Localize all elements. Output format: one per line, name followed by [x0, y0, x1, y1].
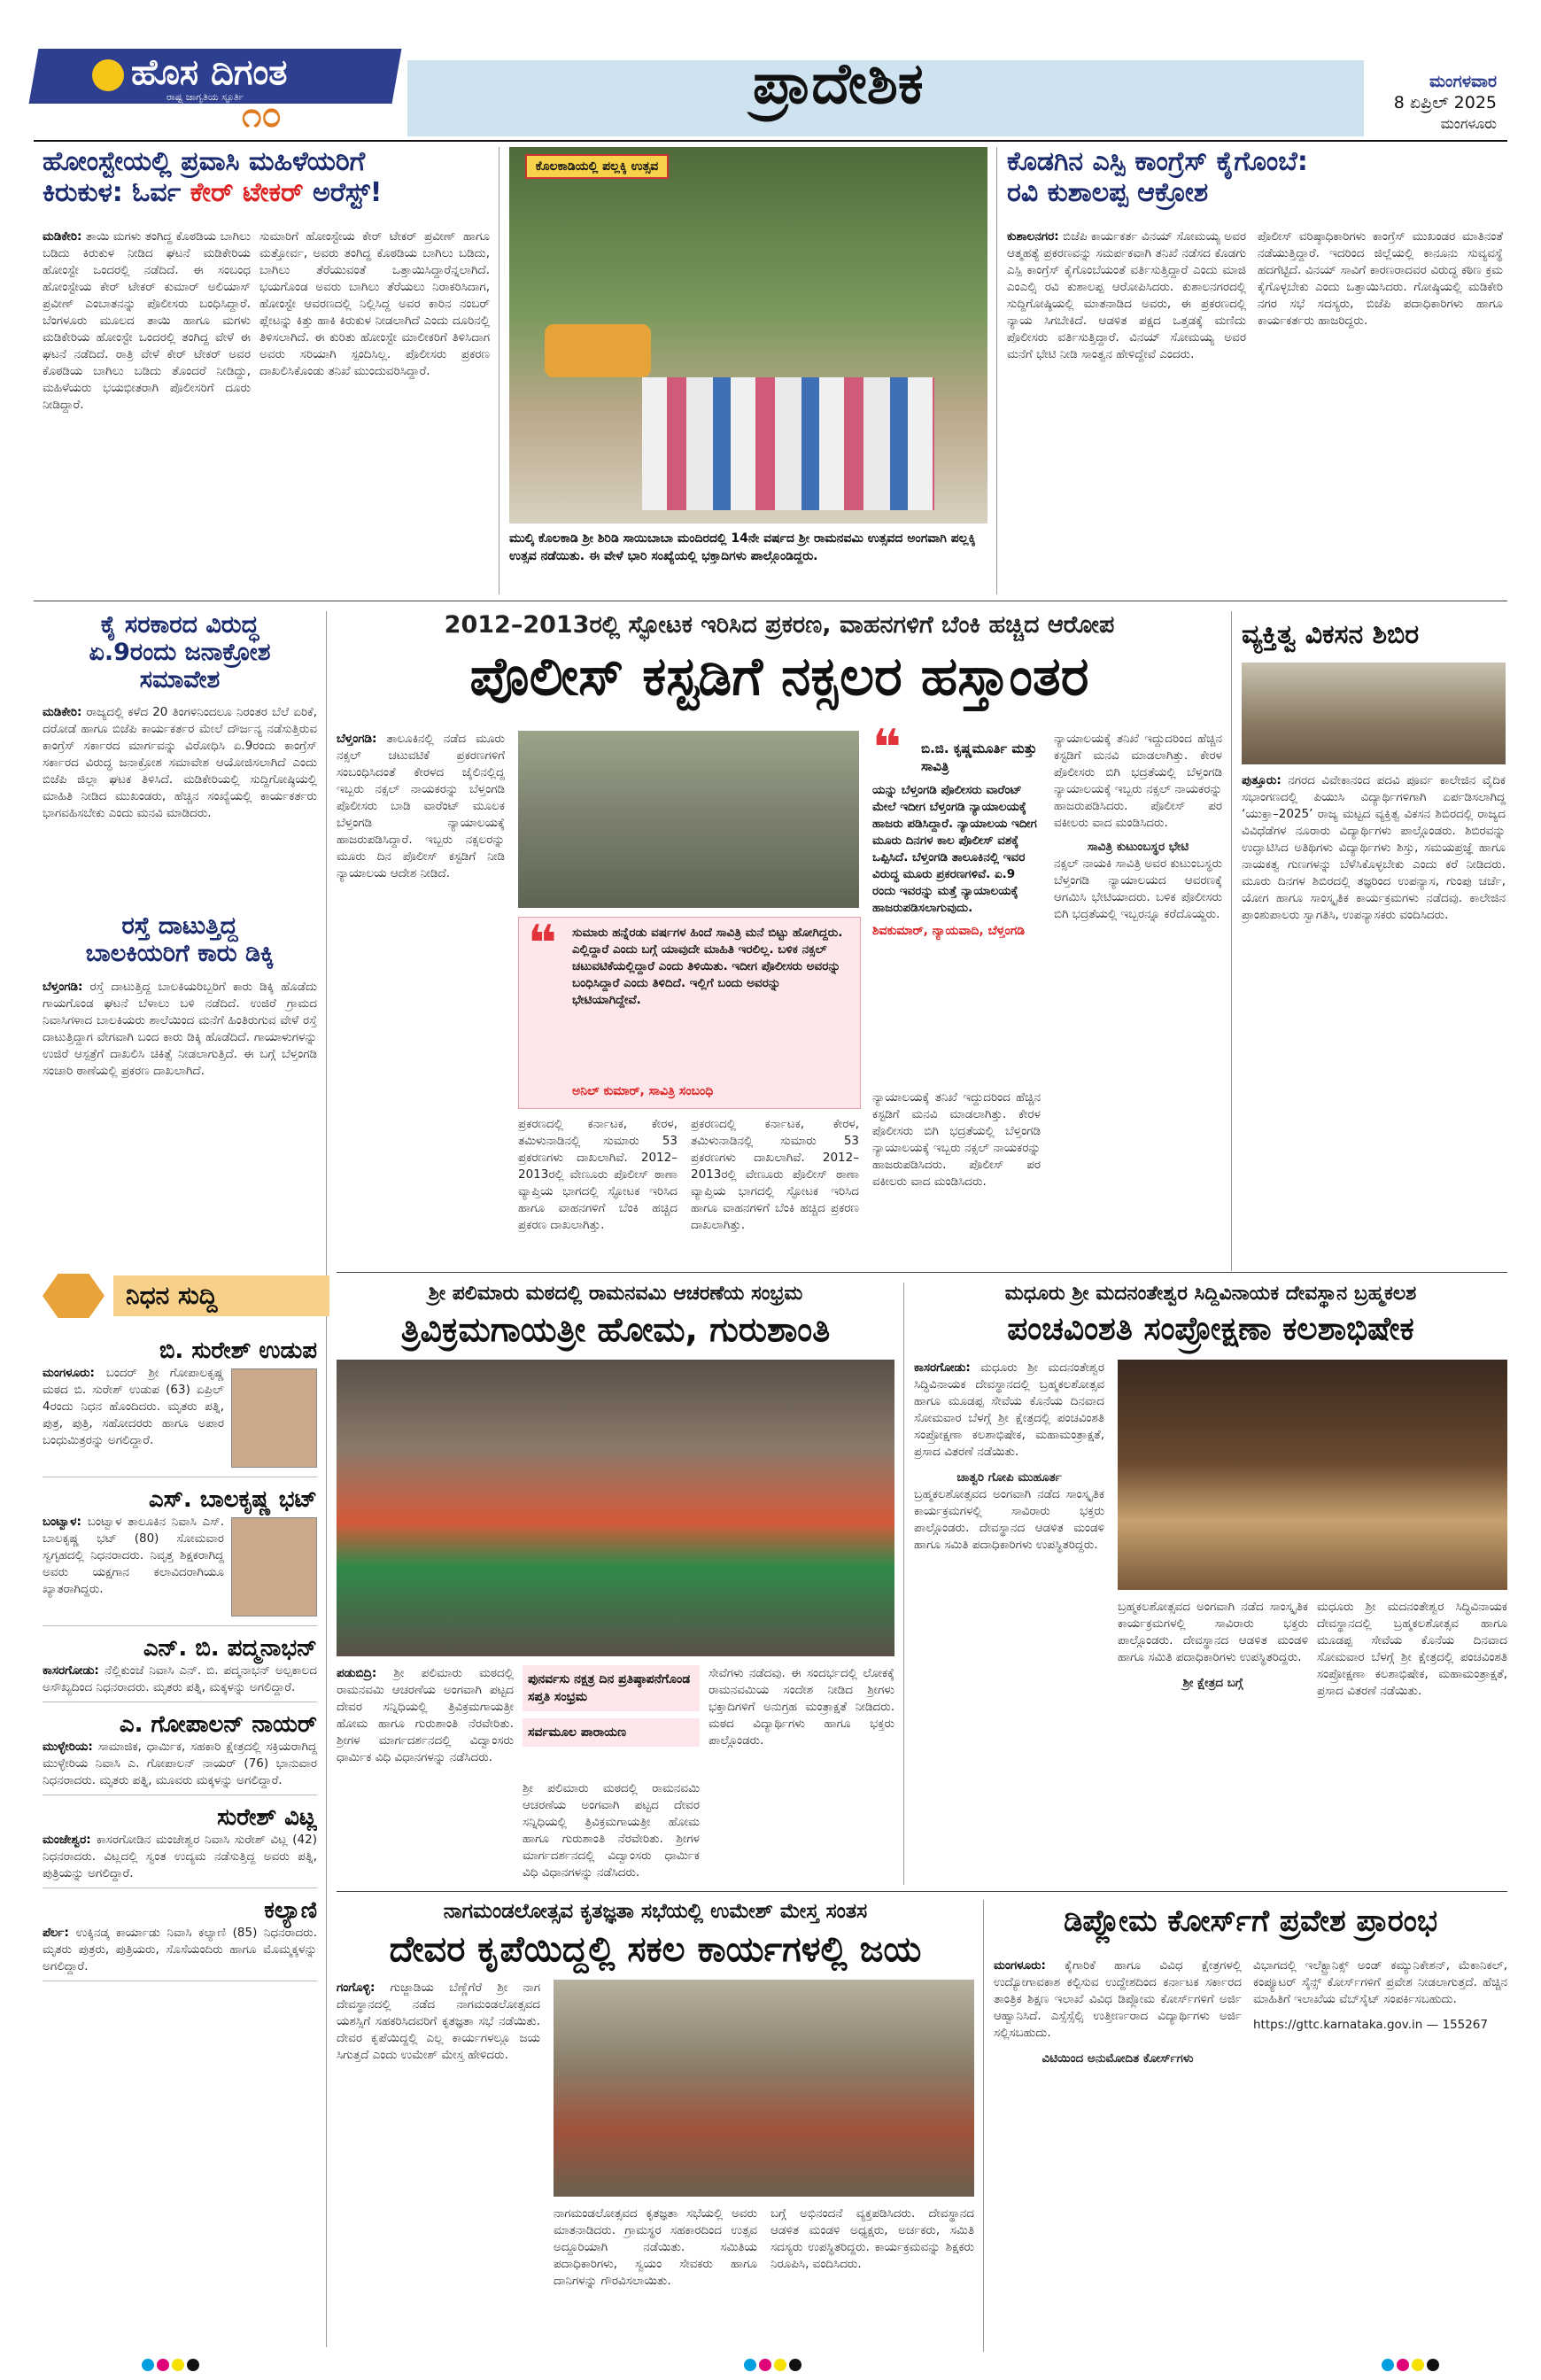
- story5-col1-text: ಗುಜ್ಜಾಡಿಯ ಬೆಣ್ಣೆಗೆರೆ ಶ್ರೀ ನಾಗ ದೇವಸ್ಥಾನದಲ್ಲಿ ನಡೆದ ನಾಗಮಂಡಲೋತ್ಸವದ ಯಶಸ್ಸಿಗೆ ಸಹಕರಿಸಿದವರಿಗೆ ಕೃತಜ್ಞತಾ ಸಭೆ ನಡೆಯಿತು. ದೇವರ ಕೃಪೆಯಿದ್ದಲ್ಲಿ ಎಲ್ಲ ಕಾರ್ಯಗಳಲ್ಲೂ ಜಯ ಸಿಗುತ್ತದೆ ಎಂದು ಉಮೇಶ್ ಮೇಸ್ತ ಹೇಳಿದರು.: [337, 1981, 540, 2062]
- story4-col2-text: ಬ್ರಹ್ಮಕಲಶೋತ್ಸವದ ಅಂಗವಾಗಿ ನಡೆದ ಸಾಂಸ್ಕೃತಿಕ ಕಾರ್ಯಕ್ರಮಗಳಲ್ಲಿ ಸಾವಿರಾರು ಭಕ್ತರು ಪಾಲ್ಗೊಂಡರು. ದೇವಸ್ಥಾನದ ಆಡಳಿತ ಮಂಡಳಿ ಹಾಗೂ ಸಮಿತಿ ಪದಾಧಿಕಾರಿಗಳು ಉಪಸ್ಥಿತರಿದ್ದರು.: [1118, 1600, 1308, 1664]
- camp-headline: ವ್ಯಕ್ತಿತ್ವ ವಿಕಸನ ಶಿಬಿರ: [1242, 619, 1420, 650]
- cyan-dot-icon: [142, 2359, 154, 2371]
- registration-marks-left: [142, 2358, 202, 2375]
- lead-col4: [1054, 731, 1222, 1262]
- story1-headline-line1: ಹೋಂಸ್ಟೇಯಲ್ಲಿ ಪ್ರವಾಸಿ ಮಹಿಳೆಯರಿಗೆ: [43, 146, 366, 177]
- story1-headline-line2: [43, 178, 485, 209]
- story5-col3: [770, 2206, 974, 2352]
- story3-col1: [337, 1665, 514, 1882]
- obituary-name: ಎನ್. ಬಿ. ಪದ್ಮನಾಭನ್: [143, 1635, 317, 1662]
- story5-dateline: ಗಂಗೊಳ್ಳಿ:: [337, 1981, 376, 1995]
- obituary-entry: [43, 1897, 317, 1981]
- story3-col1-text: ಶ್ರೀ ಪಲಿಮಾರು ಮಠದಲ್ಲಿ ರಾಮನವಮಿ ಆಚರಣೆಯ ಅಂಗವಾಗಿ ಪಟ್ಟದ ದೇವರ ಸನ್ನಿಧಿಯಲ್ಲಿ ತ್ರಿವಿಕ್ರಮಗಾಯತ್ರೀ ಹೋಮ ಹಾಗೂ ಗುರುಶಾಂತಿ ನೆರವೇರಿತು. ಶ್ರೀಗಳ ಮಾರ್ಗದರ್ಶನದಲ್ಲಿ ವಿದ್ವಾಂಸರು ಧಾರ್ಮಿಕ ವಿಧಿ ವಿಧಾನಗಳನ್ನು ನಡೆಸಿದರು.: [337, 1666, 514, 1764]
- black-dot-icon: [789, 2359, 801, 2371]
- palanquin-shape: [545, 324, 651, 377]
- logo-tagline: ರಾಷ್ಟ್ರ ಜಾಗೃತಿಯ ಸ್ಫೂರ್ತಿ: [166, 91, 244, 103]
- magenta-dot-icon: [759, 2359, 771, 2371]
- lead-quote2: [872, 719, 1041, 1067]
- obituary-name: ಕಲ್ಯಾಣಿ: [264, 1897, 317, 1924]
- edition-name: ಮಂಗಳೂರು: [1440, 115, 1497, 132]
- obituary-dateline: ಕಾಸರಗೋಡು:: [43, 1663, 105, 1678]
- brief2-text: ರಸ್ತೆ ದಾಟುತ್ತಿದ್ದ ಬಾಲಕಿಯರಿಬ್ಬರಿಗೆ ಕಾರು ಡಿಕ್ಕಿ ಹೊಡೆದು ಗಾಯಗೊಂಡ ಘಟನೆ ಬೆಳಾಲು ಬಳಿ ನಡೆದಿದೆ. ಉಜಿರೆ ಗ್ರಾಮದ ನಿವಾಸಿಗಳಾದ ಬಾಲಕಿಯರು ಶಾಲೆಯಿಂದ ಮನೆಗೆ ಹಿಂತಿರುಗುವ ವೇಳೆ ರಸ್ತೆ ದಾಟುತ್ತಿದ್ದಾಗ ವೇಗವಾಗಿ ಬಂದ ಕಾರು ಡಿಕ್ಕಿ ಹೊಡೆದಿದೆ. ಗಾಯಾಳುಗಳನ್ನು ಉಜಿರೆ ಆಸ್ಪತ್ರೆಗೆ ದಾಖಲಿಸಿ ಚಿಕಿತ್ಸೆ ನೀಡಲಾಗುತ್ತಿದೆ. ಈ ಬಗ್ಗೆ ಬೆಳ್ತಂಗಡಿ ಸಂಚಾರಿ ಠಾಣೆಯಲ್ಲಿ ಪ್ರಕರಣ ದಾಖಲಾಗಿದೆ.: [43, 980, 317, 1078]
- obituary-text: ಉಕ್ಕಿನಡ್ಕ ಕಾರ್ಯಾಡು ನಿವಾಸಿ ಕಲ್ಯಾಣಿ (85) ನಿಧನರಾದರು. ಮೃತರು ಪುತ್ರರು, ಪುತ್ರಿಯರು, ಸೊಸೆಯಂದಿರು ಹಾಗೂ ಮೊಮ್ಮಕ್ಕಳನ್ನು ಅಗಲಿದ್ದಾರೆ.: [43, 1926, 317, 1973]
- lead-col1-text: ತಾಲೂಕಿನಲ್ಲಿ ನಡೆದ ಮೂರು ನಕ್ಸಲ್ ಚಟುವಟಿಕೆ ಪ್ರಕರಣಗಳಿಗೆ ಸಂಬಂಧಿಸಿದಂತೆ ಕೇರಳದ ಜೈಲಿನಲ್ಲಿದ್ದ ಇಬ್ಬರು ನಕ್ಸಲ್ ನಾಯಕರನ್ನು ಬೆಳ್ತಂಗಡಿ ಪೊಲೀಸರು ಬಾಡಿ ವಾರೆಂಟ್ ಮೂಲಕ ಬೆಳ್ತಂಗಡಿ ನ್ಯಾಯಾಲಯಕ್ಕೆ ಹಾಜರುಪಡಿಸಿದ್ದಾರೆ. ಇಬ್ಬರು ನಕ್ಸಲರನ್ನು ಮೂರು ದಿನ ಪೊಲೀಸ್ ಕಸ್ಟಡಿಗೆ ನೀಡಿ ನ್ಯಾಯಾಲಯ ಆದೇಶ ನೀಡಿದೆ.: [337, 732, 505, 880]
- story5-headline: ದೇವರ ಕೃಪೆಯಿದ್ದಲ್ಲಿ ಸಕಲ ಕಾರ್ಯಗಳಲ್ಲಿ ಜಯ: [389, 1929, 922, 1970]
- brief1-body: [43, 704, 317, 906]
- registration-marks-center: [744, 2358, 804, 2375]
- brief2-headline-line1: ರಸ್ತೆ ದಾಟುತ್ತಿದ್ದ: [121, 912, 238, 940]
- naxal-photo: [518, 731, 859, 908]
- black-dot-icon: [187, 2359, 199, 2371]
- story2-headline-line1: ಕೊಡಗಿನ ಎಸ್ಪಿ ಕಾಂಗ್ರೆಸ್ ಕೈಗೊಂಬೆ:: [1007, 146, 1308, 177]
- masthead-logo: [34, 49, 397, 136]
- story2-dateline: ಕುಶಾಲನಗರ:: [1007, 229, 1059, 244]
- divider: [337, 1272, 1507, 1273]
- lead-quote2-name: ಶಿವಕುಮಾರ್, ನ್ಯಾಯವಾದಿ, ಬೆಳ್ತಂಗಡಿ: [872, 924, 1026, 938]
- obituary-entry: [43, 1711, 317, 1795]
- story3-col2-text: ಶ್ರೀ ಪಲಿಮಾರು ಮಠದಲ್ಲಿ ರಾಮನವಮಿ ಆಚರಣೆಯ ಅಂಗವಾಗಿ ಪಟ್ಟದ ದೇವರ ಸನ್ನಿಧಿಯಲ್ಲಿ ತ್ರಿವಿಕ್ರಮಗಾಯತ್ರೀ ಹೋಮ ಹಾಗೂ ಗುರುಶಾಂತಿ ನೆರವೇರಿತು. ಶ್ರೀಗಳ ಮಾರ್ಗದರ್ಶನದಲ್ಲಿ ವಿದ್ವಾಂಸರು ಧಾರ್ಮಿಕ ವಿಧಿ ವಿಧಾನಗಳನ್ನು ನಡೆಸಿದರು.: [523, 1781, 700, 1880]
- obituary-dateline: ಬಂಟ್ವಾಳ:: [43, 1515, 88, 1529]
- obituary-entry: [43, 1486, 317, 1626]
- obituary-text: ನೆಲ್ಲಿಕುಂಜೆ ನಿವಾಸಿ ಎನ್. ಬಿ. ಪದ್ಮನಾಭನ್ ಅಲ್ಪಕಾಲದ ಅಸೌಖ್ಯದಿಂದ ನಿಧನರಾದರು. ಮೃತರು ಪತ್ನಿ, ಮಕ್ಕಳನ್ನು ಅಗಲಿದ್ದಾರೆ.: [43, 1663, 317, 1694]
- story3-col3: [709, 1665, 894, 1882]
- story3-dateline: ಪಡುಬಿದ್ರಿ:: [337, 1666, 377, 1680]
- story5-col1: [337, 1980, 540, 2352]
- story2-col2: [1258, 229, 1503, 592]
- obituary-text: ಬಂಟ್ವಾಳ ತಾಲೂಕಿನ ನಿವಾಸಿ ಎಸ್. ಬಾಲಕೃಷ್ಣ ಭಟ್ (80) ಸೋಮವಾರ ಸ್ವಗೃಹದಲ್ಲಿ ನಿಧನರಾದರು. ನಿವೃತ್ತ ಶಿಕ್ಷಕರಾಗಿದ್ದ ಅವರು ಯಕ್ಷಗಾನ ಕಲಾವಿದರಾಗಿಯೂ ಖ್ಯಾತರಾಗಿದ್ದರು.: [43, 1515, 225, 1596]
- lead-dateline: ಬೆಳ್ತಂಗಡಿ:: [337, 732, 377, 746]
- divider: [903, 1283, 904, 1885]
- story6-contact: https://gttc.karnataka.gov.in — 155267: [1253, 2018, 1488, 2032]
- masthead-rule: [34, 140, 1507, 142]
- story1-headline: [43, 147, 485, 208]
- story1-col1: [43, 229, 251, 585]
- quote-icon: ❝: [872, 719, 902, 777]
- story6-headline: ಡಿಪ್ಲೋಮ ಕೋರ್ಸ್‌ಗೆ ಪ್ರವೇಶ ಪ್ರಾರಂಭ: [1063, 1903, 1438, 1939]
- story1-col2-text: ಸುಮಾರಿಗೆ ಹೋಂಸ್ಟೇಯ ಕೇರ್ ಟೇಕರ್ ಪ್ರವೀಣ್ ಹಾಗೂ ಮತ್ತೋರ್ವ, ಅವರು ತಂಗಿದ್ದ ಕೊಠಡಿಯ ಬಾಗಿಲು ಬಡಿದು, ಬಾಗಿಲು ತೆರೆಯುವಂತೆ ಒತ್ತಾಯಿಸಿದ್ದಾರೆನ್ನಲಾಗಿದೆ. ಭಯಗೊಂಡ ಅವರು ಬಾಗಿಲು ತೆರೆಯಲು ನಿರಾಕರಿಸಿದಾಗ, ಹೋಂಸ್ಟೇ ಆವರಣದಲ್ಲಿ ನಿಲ್ಲಿಸಿದ್ದ ಅವರ ಕಾರಿನ ನಂಬರ್ ಪ್ಲೇಟನ್ನು ಕಿತ್ತು ಹಾಕಿ ಕಿರುಕುಳ ನೀಡಲಾಗಿದೆ ಎಂದು ದೂರಿನಲ್ಲಿ ತಿಳಿಸಲಾಗಿದೆ. ಈ ಕುರಿತು ಹೋಂಸ್ಟೇ ಮಾಲೀಕರಿಗೆ ತಿಳಿಸಿದಾಗ ಅವರು ಸರಿಯಾಗಿ ಸ್ಪಂದಿಸಿಲ್ಲ. ಪೊಲೀಸರು ಪ್ರಕರಣ ದಾಖಲಿಸಿಕೊಂಡು ತನಿಖೆ ಮುಂದುವರಿಸಿದ್ದಾರೆ.: [259, 229, 490, 378]
- divider: [996, 147, 997, 594]
- lead-kicker: 2012–2013ರಲ್ಲಿ ಸ್ಫೋಟಕ ಇರಿಸಿದ ಪ್ರಕರಣ, ವಾಹನಗಳಿಗೆ ಬೆಂಕಿ ಹಚ್ಚಿದ ಆರೋಪ: [444, 611, 1115, 639]
- obituary-dateline: ಪೆರ್ಲ:: [43, 1926, 76, 1940]
- story2-headline-line2: ರವಿ ಕುಶಾಲಪ್ಪ ಆಕ್ರೋಶ: [1007, 176, 1209, 208]
- obituary-title: ನಿಧನ ಸುದ್ದಿ: [113, 1275, 329, 1316]
- story4-col3: [1317, 1599, 1507, 1882]
- story4-col1-text: ಮಧೂರು ಶ್ರೀ ಮದನಂತೇಶ್ವರ ಸಿದ್ಧಿವಿನಾಯಕ ದೇವಸ್ಥಾನದಲ್ಲಿ ಬ್ರಹ್ಮಕಲಶೋತ್ಸವ ಹಾಗೂ ಮೂಡಪ್ಪ ಸೇವೆಯ ಕೊನೆಯ ದಿನವಾದ ಸೋಮವಾರ ಬೆಳಗ್ಗೆ ಶ್ರೀ ಕ್ಷೇತ್ರದಲ್ಲಿ ಪಂಚವಿಂಶತಿ ಸಂಪ್ರೋಕ್ಷಣಾ ಕಲಶಾಭಿಷೇಕ, ಮಹಾಮಂತ್ರಾಕ್ಷತೆ, ಪ್ರಸಾದ ವಿತರಣೆ ನಡೆಯಿತು.: [914, 1361, 1104, 1459]
- obituary-name: ಸುರೇಶ್ ವಿಟ್ಲ: [217, 1804, 317, 1831]
- obituary-name: ಎ. ಗೋಪಾಲನ್ ನಾಯರ್: [119, 1711, 317, 1738]
- date-text: 8 ಏಪ್ರಿಲ್ 2025: [1393, 93, 1497, 112]
- divider: [337, 1891, 1507, 1892]
- obituary-text: ಕಾಸರಗೋಡಿನ ಮಂಜೇಶ್ವರ ನಿವಾಸಿ ಸುರೇಶ್ ವಿಟ್ಲ (42) ನಿಧನರಾದರು. ವಿಟ್ಲದಲ್ಲಿ ಸ್ವಂತ ಉದ್ಯಮ ನಡೆಸುತ್ತಿದ್ದ ಅವರು ಪತ್ನಿ, ಪುತ್ರಿಯನ್ನು ಅಗಲಿದ್ದಾರೆ.: [43, 1833, 317, 1880]
- obituary-dateline: ಮಂಗಳೂರು:: [43, 1366, 106, 1380]
- palanquin-caption: ಮುಲ್ಕಿ ಕೊಲಕಾಡಿ ಶ್ರೀ ಶಿರಿಡಿ ಸಾಯಿಬಾಬಾ ಮಂದಿರದಲ್ಲಿ 14ನೇ ವರ್ಷದ ಶ್ರೀ ರಾಮನವಮಿ ಉತ್ಸವದ ಅಂಗವಾಗಿ ಪಲ್ಲಕ್ಕಿ ಉತ್ಸವ ನಡೆಯಿತು. ಈ ವೇಳೆ ಭಾರಿ ಸಂಖ್ಯೆಯಲ್ಲಿ ಭಕ್ತಾದಿಗಳು ಪಾಲ್ಗೊಂಡಿದ್ದರು.: [509, 531, 976, 563]
- brief2-headline-line2: ಬಾಲಕಿಯರಿಗೆ ಕಾರು ಡಿಕ್ಕಿ: [85, 940, 275, 968]
- registration-marks-right: [1382, 2358, 1442, 2375]
- obituary-text: ಸಾಮಾಜಿಕ, ಧಾರ್ಮಿಕ, ಸಹಕಾರಿ ಕ್ಷೇತ್ರದಲ್ಲಿ ಸಕ್ರಿಯರಾಗಿದ್ದ ಮುಳ್ಳೇರಿಯ ನಿವಾಸಿ ಎ. ಗೋಪಾಲನ್ ನಾಯರ್ (76) ಭಾನುವಾರ ನಿಧನರಾದರು. ಮೃತರು ಪತ್ನಿ, ಮೂವರು ಮಕ್ಕಳನ್ನು ಅಗಲಿದ್ದಾರೆ.: [43, 1740, 317, 1787]
- section-title: ಪ್ರಾದೇಶಿಕ: [753, 51, 924, 117]
- obituary-body: [43, 1663, 317, 1696]
- obituary-entry: [43, 1804, 317, 1888]
- date-day: ಮಂಗಳವಾರ: [1429, 72, 1497, 91]
- story3-kicker: ಶ್ರೀ ಪಲಿಮಾರು ಮಠದಲ್ಲಿ ರಾಮನವಮಿ ಆಚರಣೆಯ ಸಂಭ್ರಮ: [428, 1283, 803, 1305]
- brief1-headline-line1: ಕೈ ಸರಕಾರದ ವಿರುದ್ಧ: [100, 611, 259, 639]
- story3-tags: [523, 1665, 700, 1747]
- story3-tag1: ಪುನರ್ವಸು ನಕ್ಷತ್ರ ದಿನ ಪ್ರತಿಷ್ಠಾಪನೆಗೊಂಡ ಸಪ್ತತಿ ಸಂಭ್ರಮ: [523, 1665, 700, 1711]
- story2-col1: [1007, 229, 1246, 592]
- story4-subhead1: ಚಾತ್ವರಿ ಗೋಪಿ ಮುಹೂರ್ತ: [956, 1470, 1062, 1485]
- story2-col1-text: ಬಿಜೆಪಿ ಕಾರ್ಯಕರ್ತ ವಿನಯ್ ಸೋಮಯ್ಯ ಅವರ ಆತ್ಮಹತ್ಯೆ ಪ್ರಕರಣವನ್ನು ಸಮರ್ಪಕವಾಗಿ ತನಿಖೆ ನಡೆಸದ ಕೊಡಗು ಎಸ್ಪಿ ಕಾಂಗ್ರೆಸ್ ಕೈಗೊಂಬೆಯಂತೆ ವರ್ತಿಸುತ್ತಿದ್ದಾರೆ ಎಂದು ಮಾಜಿ ಎಂಎಲ್ಸಿ ರವಿ ಕುಶಾಲಪ್ಪ ಆರೋಪಿಸಿದರು. ಕುಶಾಲನಗರದಲ್ಲಿ ಸುದ್ದಿಗೋಷ್ಠಿಯಲ್ಲಿ ಮಾತನಾಡಿದ ಅವರು, ಈ ಪ್ರಕರಣದಲ್ಲಿ ನ್ಯಾಯ ಸಿಗಬೇಕಿದೆ. ಆಡಳಿತ ಪಕ್ಷದ ಒತ್ತಡಕ್ಕೆ ಮಣಿದು ಪೊಲೀಸರು ವರ್ತಿಸುತ್ತಿದ್ದಾರೆ. ವಿನಯ್ ಸೋಮಯ್ಯ ಅವರ ಮನೆಗೆ ಭೇಟಿ ನೀಡಿ ಸಾಂತ್ವನ ಹೇಳಿದ್ದೇವೆ ಎಂದರು.: [1007, 229, 1246, 361]
- lead-headline: ಪೊಲೀಸ್ ಕಸ್ಟಡಿಗೆ ನಕ್ಸಲರ ಹಸ್ತಾಂತರ: [469, 646, 1089, 708]
- story4-col3-text: ಮಧೂರು ಶ್ರೀ ಮದನಂತೇಶ್ವರ ಸಿದ್ಧಿವಿನಾಯಕ ದೇವಸ್ಥಾನದಲ್ಲಿ ಬ್ರಹ್ಮಕಲಶೋತ್ಸವ ಹಾಗೂ ಮೂಡಪ್ಪ ಸೇವೆಯ ಕೊನೆಯ ದಿನವಾದ ಸೋಮವಾರ ಬೆಳಗ್ಗೆ ಶ್ರೀ ಕ್ಷೇತ್ರದಲ್ಲಿ ಪಂಚವಿಂಶತಿ ಸಂಪ್ರೋಕ್ಷಣಾ ಕಲಶಾಭಿಷೇಕ, ಮಹಾಮಂತ್ರಾಕ್ಷತೆ, ಪ್ರಸಾದ ವಿತರಣೆ ನಡೆಯಿತು.: [1317, 1600, 1507, 1698]
- story4-kicker: ಮಧೂರು ಶ್ರೀ ಮದನಂತೇಶ್ವರ ಸಿದ್ದಿವಿನಾಯಕ ದೇವಸ್ಥಾನ ಬ್ರಹ್ಮಕಲಶ: [1004, 1283, 1417, 1305]
- yellow-dot-icon: [1412, 2359, 1424, 2371]
- camp-body: [1242, 772, 1506, 1264]
- camp-photo: [1242, 663, 1506, 764]
- lead-col2: [518, 1116, 678, 1262]
- story6-col1: [994, 1957, 1242, 2352]
- story1-col2: [259, 229, 490, 585]
- yellow-dot-icon: [172, 2359, 184, 2371]
- story4-col1b-text: ಬ್ರಹ್ಮಕಲಶೋತ್ಸವದ ಅಂಗವಾಗಿ ನಡೆದ ಸಾಂಸ್ಕೃತಿಕ ಕಾರ್ಯಕ್ರಮಗಳಲ್ಲಿ ಸಾವಿರಾರು ಭಕ್ತರು ಪಾಲ್ಗೊಂಡರು. ದೇವಸ್ಥಾನದ ಆಡಳಿತ ಮಂಡಳಿ ಹಾಗೂ ಸಮಿತಿ ಪದಾಧಿಕಾರಿಗಳು ಉಪಸ್ಥಿತರಿದ್ದರು.: [914, 1487, 1104, 1552]
- cyan-dot-icon: [744, 2359, 756, 2371]
- lead-quote1-text: ಸುಮಾರು ಹನ್ನೆರಡು ವರ್ಷಗಳ ಹಿಂದೆ ಸಾವಿತ್ರಿ ಮನೆ ಬಿಟ್ಟು ಹೋಗಿದ್ದರು. ಎಲ್ಲಿದ್ದಾರೆ ಎಂದು ಬಗ್ಗೆ ಯಾವುದೇ ಮಾಹಿತಿ ಇರಲಿಲ್ಲ. ಬಳಿಕ ನಕ್ಸಲ್ ಚಟುವಟಿಕೆಯಲ್ಲಿದ್ದಾರೆ ಎಂದು ತಿಳಿಯಿತು. ಇದೀಗ ಪೊಲೀಸರು ಅವರನ್ನು ಬಂಧಿಸಿದ್ದಾರೆ ಎಂದು ತಿಳಿದಿದೆ. ಇಲ್ಲಿಗೆ ಬಂದು ಅವರನ್ನು ಭೇಟಿಯಾಗಿದ್ದೇವೆ.: [572, 926, 843, 1007]
- lead-quote2-head: ಬಿ.ಜಿ. ಕೃಷ್ಣಮೂರ್ತಿ ಮತ್ತು ಸಾವಿತ್ರಿ: [921, 740, 1037, 774]
- story5-col2-text: ನಾಗಮಂಡಲೋತ್ಸವದ ಕೃತಜ್ಞತಾ ಸಭೆಯಲ್ಲಿ ಅವರು ಮಾತನಾಡಿದರು. ಗ್ರಾಮಸ್ಥರ ಸಹಕಾರದಿಂದ ಉತ್ಸವ ಅದ್ದೂರಿಯಾಗಿ ನಡೆಯಿತು. ಸಮಿತಿಯ ಪದಾಧಿಕಾರಿಗಳು, ಸ್ವಯಂ ಸೇವಕರು ಹಾಗೂ ದಾನಿಗಳನ್ನು ಗೌರವಿಸಲಾಯಿತು.: [554, 2206, 757, 2288]
- lead-subhead: ಸಾವಿತ್ರಿ ಕುಟುಂಬಸ್ಥರ ಭೇಟಿ: [1087, 840, 1189, 854]
- photo-label: ಕೊಲಕಾಡಿಯಲ್ಲಿ ಪಲ್ಲಕ್ಕಿ ಉತ್ಸವ: [525, 154, 669, 179]
- logo-emblem-icon: [92, 59, 124, 91]
- obituary-name: ಎಸ್. ಬಾಲಕೃಷ್ಣ ಭಟ್: [149, 1486, 317, 1513]
- brief1-headline-line3: ಸಮಾವೇಶ: [139, 666, 221, 694]
- story6-col2-text: ವಿಭಾಗದಲ್ಲಿ ಇಲೆಕ್ಟ್ರಾನಿಕ್ಸ್ ಅಂಡ್ ಕಮ್ಯುನಿಕೇಶನ್, ಮೆಕಾನಿಕಲ್, ಕಂಪ್ಯೂಟರ್ ಸೈನ್ಸ್ ಕೋರ್ಸ್‌ಗಳಿಗೆ ಪ್ರವೇಶ ನೀಡಲಾಗುತ್ತದೆ. ಹೆಚ್ಚಿನ ಮಾಹಿತಿಗೆ ಇಲಾಖೆಯ ವೆಬ್‌ಸೈಟ್ ಸಂಪರ್ಕಿಸಬಹುದು.: [1253, 1958, 1507, 2006]
- cyan-dot-icon: [1382, 2359, 1394, 2371]
- obituary-portrait: [231, 1517, 317, 1616]
- story6-col2: [1253, 1957, 1507, 2352]
- homa-photo: [337, 1360, 894, 1656]
- lead-quote1-name: ಅನಿಲ್ ಕುಮಾರ್, ಸಾವಿತ್ರಿ ಸಂಬಂಧಿ: [572, 1084, 714, 1098]
- obituary-body: [43, 1514, 317, 1620]
- brief1-headline: [43, 611, 317, 694]
- story6-website: https://gttc.karnataka.gov.in: [1253, 2018, 1423, 2032]
- story3-col3-text: ಸೇವೆಗಳು ನಡೆದವು. ಈ ಸಂದರ್ಭದಲ್ಲಿ ಲೋಕಕ್ಕೆ ರಾಮನವಮಿಯ ಸಂದೇಶ ನೀಡಿದ ಶ್ರೀಗಳು ಭಕ್ತಾದಿಗಳಿಗೆ ಅನುಗ್ರಹ ಮಂತ್ರಾಕ್ಷತೆ ನೀಡಿದರು. ಮಠದ ವಿದ್ಯಾರ್ಥಿಗಳು ಹಾಗೂ ಭಕ್ತರು ಪಾಲ್ಗೊಂಡರು.: [709, 1666, 894, 1748]
- story6-col1-text: ಕೈಗಾರಿಕೆ ಹಾಗೂ ವಿವಿಧ ಕ್ಷೇತ್ರಗಳಲ್ಲಿ ಉದ್ಯೋಗಾವಕಾಶ ಕಲ್ಪಿಸುವ ಉದ್ದೇಶದಿಂದ ಕರ್ನಾಟಕ ಸರ್ಕಾರದ ತಾಂತ್ರಿಕ ಶಿಕ್ಷಣ ಇಲಾಖೆ ವಿವಿಧ ಡಿಪ್ಲೋಮ ಕೋರ್ಸ್‌ಗಳಿಗೆ ಅರ್ಜಿ ಆಹ್ವಾನಿಸಿದೆ. ಎಸ್ಸೆಸ್ಸೆಲ್ಸಿ ಉತ್ತೀರ್ಣರಾದ ವಿದ್ಯಾರ್ಥಿಗಳು ಅರ್ಜಿ ಸಲ್ಲಿಸಬಹುದು.: [994, 1958, 1242, 2040]
- brief1-dateline: ಮಡಿಕೇರಿ:: [43, 705, 82, 719]
- lead-col2b: [691, 1116, 859, 1262]
- lead-quote1: [518, 917, 861, 1109]
- obituary-portrait: [231, 1368, 317, 1468]
- story4-headline: ಪಂಚವಿಂಶತಿ ಸಂಪ್ರೋಕ್ಷಣಾ ಕಲಶಾಭಿಷೇಕ: [1007, 1311, 1414, 1347]
- divider: [1231, 611, 1232, 1271]
- story3-headline: ತ್ರಿವಿಕ್ರಮಗಾಯತ್ರೀ ಹೋಮ, ಗುರುಶಾಂತಿ: [400, 1310, 831, 1349]
- obituary-hex-icon: [43, 1274, 105, 1318]
- obituary-body: [43, 1925, 317, 1975]
- brief1-text: ರಾಜ್ಯದಲ್ಲಿ ಕಳೆದ 20 ತಿಂಗಳಿನಿಂದಲೂ ನಿರಂತರ ಬೆಲೆ ಏರಿಕೆ, ದರೋಡೆ ಹಾಗೂ ಬಿಜೆಪಿ ಕಾರ್ಯಕರ್ತರ ಮೇಲೆ ದೌರ್ಜನ್ಯ ನಡೆಸುತ್ತಿರುವ ಕಾಂಗ್ರೆಸ್ ಸರ್ಕಾರದ ಮಾರ್ಗವನ್ನು ವಿರೋಧಿಸಿ ಏ.9ರಂದು ಕಾಂಗ್ರೆಸ್ ಸರ್ಕಾರದ ವಿರುದ್ಧ ಜನಾಕ್ರೋಶ ಸಮಾವೇಶ ಆಯೋಜಿಸಲಾಗಿದೆ ಎಂದು ಬಿಜೆಪಿ ಜಿಲ್ಲಾ ಘಟಕ ತಿಳಿಸಿದೆ. ಮಡಿಕೇರಿಯಲ್ಲಿ ಸುದ್ದಿಗೋಷ್ಠಿಯಲ್ಲಿ ಮಾಹಿತಿ ನೀಡಿದ ಮುಖಂಡರು, ಹೆಚ್ಚಿನ ಸಂಖ್ಯೆಯಲ್ಲಿ ಕಾರ್ಯಕರ್ತರು ಭಾಗವಹಿಸಬೇಕು ಎಂದು ಮನವಿ ಮಾಡಿದರು.: [43, 705, 317, 820]
- story4-subhead2: ಶ್ರೀ ಕ್ಷೇತ್ರದ ಬಗ್ಗೆ: [1182, 1676, 1243, 1690]
- story1-headline-part-a: ಕಿರುಕುಳ: ಓರ್ವ: [43, 176, 190, 208]
- black-dot-icon: [1427, 2359, 1439, 2371]
- lead-col1: [337, 731, 505, 1262]
- story1-headline-part-c: ಅರೆಸ್ಟ್!: [303, 176, 383, 208]
- magenta-dot-icon: [1397, 2359, 1409, 2371]
- story2-headline: [1007, 147, 1503, 208]
- quote-icon: ❝: [528, 915, 557, 973]
- lead-col2-text: ಪ್ರಕರಣದಲ್ಲಿ ಕರ್ನಾಟಕ, ಕೇರಳ, ತಮಿಳುನಾಡಿನಲ್ಲಿ ಸುಮಾರು 53 ಪ್ರಕರಣಗಳು ದಾಖಲಾಗಿವೆ. 2012–2013ರಲ್ಲಿ ವೇಣೂರು ಪೊಲೀಸ್ ಠಾಣಾ ವ್ಯಾಪ್ತಿಯ ಭಾಗದಲ್ಲಿ ಸ್ಫೋಟಕ ಇರಿಸಿದ ಹಾಗೂ ವಾಹನಗಳಿಗೆ ಬೆಂಕಿ ಹಚ್ಚಿದ ಪ್ರಕರಣ ದಾಖಲಾಗಿತ್ತು.: [518, 1117, 678, 1232]
- obituary-band: [43, 1258, 317, 1329]
- obituary-dateline: ಮಂಜೇಶ್ವರ:: [43, 1833, 97, 1847]
- yellow-dot-icon: [774, 2359, 786, 2371]
- lead-col5-text: ನಕ್ಸಲ್ ನಾಯಕಿ ಸಾವಿತ್ರಿ ಅವರ ಕುಟುಂಬಸ್ಥರು ಬೆಳ್ತಂಗಡಿ ನ್ಯಾಯಾಲಯದ ಆವರಣಕ್ಕೆ ಆಗಮಿಸಿ ಭೇಟಿಯಾದರು. ಬಳಿಕ ಪೊಲೀಸರು ಬಿಗಿ ಭದ್ರತೆಯಲ್ಲಿ ಇಬ್ಬರನ್ನೂ ಕರೆದೊಯ್ದರು.: [1054, 857, 1222, 921]
- story4-col1: [914, 1360, 1104, 1882]
- story6-phone: 155267: [1442, 2018, 1488, 2032]
- story6-dateline: ಮಂಗಳೂರು:: [994, 1958, 1046, 1973]
- story1-headline-part-b: ಕೇರ್ ಟೇಕರ್: [190, 176, 304, 208]
- obituary-text: ಬಂದರ್ ಶ್ರೀ ಗೋಪಾಲಕೃಷ್ಣ ಮಠದ ಬಿ. ಸುರೇಶ್ ಉಡುಪ (63) ಏಪ್ರಿಲ್ 4ರಂದು ನಿಧನ ಹೊಂದಿದರು. ಮೃತರು ಪತ್ನಿ, ಪುತ್ರ, ಪುತ್ರಿ, ಸಹೋದರರು ಹಾಗೂ ಅಪಾರ ಬಂಧುಮಿತ್ರರನ್ನು ಅಗಲಿದ್ದಾರೆ.: [43, 1366, 224, 1447]
- divider: [326, 611, 327, 2347]
- divider: [983, 1900, 984, 2352]
- obituary-name: ಬಿ. ಸುರೇಶ್ ಉಡುಪ: [159, 1337, 317, 1364]
- story3-col2: [523, 1780, 700, 1882]
- obituary-list: [43, 1337, 317, 2356]
- camp-text: ನಗರದ ವಿವೇಕಾನಂದ ಪದವಿ ಪೂರ್ವ ಕಾಲೇಜಿನ ವೈದಿಕ ಸಭಾಂಗಣದಲ್ಲಿ ಪಿಯುಸಿ ವಿದ್ಯಾರ್ಥಿಗಳಿಗಾಗಿ ಏರ್ಪಡಿಸಲಾಗಿದ್ದ ‘ಯುಕ್ತಾ–2025’ ರಾಜ್ಯ ಮಟ್ಟದ ವ್ಯಕ್ತಿತ್ವ ವಿಕಸನ ಶಿಬಿರದಲ್ಲಿ ರಾಜ್ಯದ ವಿವಿಧೆಡೆಗಳ ನೂರಾರು ವಿದ್ಯಾರ್ಥಿಗಳು ಪಾಲ್ಗೊಂಡರು. ಶಿಬಿರವನ್ನು ಉದ್ಘಾಟಿಸಿದ ಅತಿಥಿಗಳು ವಿದ್ಯಾರ್ಥಿಗಳು ಶಿಸ್ತು, ಸಮಯಪ್ರಜ್ಞೆ ಹಾಗೂ ನಾಯಕತ್ವ ಗುಣಗಳನ್ನು ಬೆಳೆಸಿಕೊಳ್ಳಬೇಕು ಎಂದು ಕರೆ ನೀಡಿದರು. ಮೂರು ದಿನಗಳ ಶಿಬಿರದಲ್ಲಿ ತಜ್ಞರಿಂದ ಉಪನ್ಯಾಸ, ಗುಂಪು ಚರ್ಚೆ, ಯೋಗ ಹಾಗೂ ಸಾಂಸ್ಕೃತಿಕ ಕಾರ್ಯಕ್ರಮಗಳು ನಡೆದವು. ಕಾಲೇಜಿನ ಪ್ರಾಂಶುಪಾಲರು ಸ್ವಾಗತಿಸಿ, ಉಪನ್ಯಾಸಕರು ವಂದಿಸಿದರು.: [1242, 773, 1506, 922]
- story6-subhead: ವಿಟಿಯಿಂದ ಅನುಮೋದಿತ ಕೋರ್ಸ್‌ಗಳು: [1042, 2051, 1194, 2066]
- obituary-body: [43, 1832, 317, 1882]
- obituary-entry: [43, 1635, 317, 1702]
- story4-dateline: ಕಾಸರಗೋಡು:: [914, 1361, 971, 1375]
- story1-dateline: ಮಡಿಕೇರಿ:: [43, 229, 82, 244]
- lead-col3: [872, 1089, 1041, 1262]
- obituary-body: [43, 1739, 317, 1789]
- story1-col1-text: ತಾಯಿ ಮಗಳು ತಂಗಿದ್ದ ಕೊಠಡಿಯ ಬಾಗಿಲು ಬಡಿದು ಕಿರುಕುಳ ನೀಡಿದ ಘಟನೆ ಮಡಿಕೇರಿಯ ಹೋಂಸ್ಟೇ ಒಂದರಲ್ಲಿ ನಡೆದಿದೆ. ಈ ಸಂಬಂಧ ಹೋಂಸ್ಟೇಯ ಕೇರ್ ಟೇಕರ್ ಕುಮಾರ್ ಅಲಿಯಾಸ್ ಪ್ರವೀಣ್ ಎಂಬಾತನನ್ನು ಪೊಲೀಸರು ಬಂಧಿಸಿದ್ದಾರೆ. ಬೆಂಗಳೂರು ಮೂಲದ ತಾಯಿ ಹಾಗೂ ಮಗಳು ಮಡಿಕೇರಿಯ ಹೋಂಸ್ಟೇ ಒಂದರಲ್ಲಿ ತಂಗಿದ್ದ ವೇಳೆ ಈ ಘಟನೆ ನಡೆದಿದೆ. ರಾತ್ರಿ ವೇಳೆ ಕೇರ್ ಟೇಕರ್ ಅವರ ಕೊಠಡಿಯ ಬಾಗಿಲು ಬಡಿದು ತೊಂದರೆ ನೀಡಿದ್ದು, ಮಹಿಳೆಯರು ಭಯಭೀತರಾಗಿ ಪೊಲೀಸರಿಗೆ ದೂರು ನೀಡಿದ್ದಾರೆ.: [43, 229, 251, 412]
- magenta-dot-icon: [157, 2359, 169, 2371]
- story5-kicker: ನಾಗಮಂಡಲೋತ್ಸವ ಕೃತಜ್ಞತಾ ಸಭೆಯಲ್ಲಿ ಉಮೇಶ್ ಮೇಸ್ತ ಸಂತಸ: [443, 1900, 868, 1923]
- lead-col4-text: ನ್ಯಾಯಾಲಯಕ್ಕೆ ತನಿಖೆ ಇದ್ದುದರಿಂದ ಹೆಚ್ಚಿನ ಕಸ್ಟಡಿಗೆ ಮನವಿ ಮಾಡಲಾಗಿತ್ತು. ಕೇರಳ ಪೊಲೀಸರು ಬಿಗಿ ಭದ್ರತೆಯಲ್ಲಿ ಬೆಳ್ತಂಗಡಿ ನ್ಯಾಯಾಲಯಕ್ಕೆ ಇಬ್ಬರು ನಕ್ಸಲ್ ನಾಯಕರನ್ನು ಹಾಜರುಪಡಿಸಿದರು. ಪೊಲೀಸ್ ಪರ ವಕೀಲರು ವಾದ ಮಂಡಿಸಿದರು.: [1054, 732, 1222, 830]
- brief2-headline: [43, 912, 317, 967]
- palanquin-photo: [509, 147, 987, 523]
- page-number: ೧೦: [242, 95, 282, 136]
- brief1-headline-line2: ಏ.9ರಂದು ಜನಾಕ್ರೋಶ: [89, 639, 271, 667]
- camp-dateline: ಪುತ್ತೂರು:: [1242, 773, 1282, 787]
- logo-text: ಹೊಸ ದಿಗಂತ: [131, 52, 288, 93]
- crowd-shape: [642, 377, 934, 510]
- dateline-box: [1311, 71, 1497, 135]
- story5-col3-text: ಬಗ್ಗೆ ಅಭಿನಂದನೆ ವ್ಯಕ್ತಪಡಿಸಿದರು. ದೇವಸ್ಥಾನದ ಆಡಳಿತ ಮಂಡಳಿ ಅಧ್ಯಕ್ಷರು, ಅರ್ಚಕರು, ಸಮಿತಿ ಸದಸ್ಯರು ಉಪಸ್ಥಿತರಿದ್ದರು. ಕಾರ್ಯಕ್ರಮವನ್ನು ಶಿಕ್ಷಕರು ನಿರೂಪಿಸಿ, ವಂದಿಸಿದರು.: [770, 2206, 974, 2271]
- story5-col2: [554, 2206, 757, 2352]
- lead-quote2-text: ಯನ್ನು ಬೆಳ್ತಂಗಡಿ ಪೊಲೀಸರು ವಾರೆಂಟ್ ಮೇಲೆ ಇದೀಗ ಬೆಳ್ತಂಗಡಿ ನ್ಯಾಯಾಲಯಕ್ಕೆ ಹಾಜರು ಪಡಿಸಿದ್ದಾರೆ. ನ್ಯಾಯಾಲಯ ಇದೀಗ ಮೂರು ದಿನಗಳ ಕಾಲ ಪೊಲೀಸ್ ವಶಕ್ಕೆ ಒಪ್ಪಿಸಿದೆ. ಬೆಳ್ತಂಗಡಿ ತಾಲೂಕಿನಲ್ಲಿ ಇವರ ವಿರುದ್ಧ ಮೂರು ಪ್ರಕರಣಗಳಿವೆ. ಏ.9 ರಂದು ಇವರನ್ನು ಮತ್ತೆ ನ್ಯಾಯಾಲಯಕ್ಕೆ ಹಾಜರುಪಡಿಸಲಾಗುವುದು.: [872, 783, 1037, 915]
- story4-col2: [1118, 1599, 1308, 1882]
- obituary-dateline: ಮುಳ್ಳೇರಿಯ:: [43, 1740, 98, 1754]
- kalasha-photo: [1118, 1360, 1507, 1590]
- brief2-dateline: ಬೆಳ್ತಂಗಡಿ:: [43, 980, 83, 994]
- obituary-body: [43, 1365, 317, 1471]
- obituary-entry: [43, 1337, 317, 1477]
- lead-col2b-text: ಪ್ರಕರಣದಲ್ಲಿ ಕರ್ನಾಟಕ, ಕೇರಳ, ತಮಿಳುನಾಡಿನಲ್ಲಿ ಸುಮಾರು 53 ಪ್ರಕರಣಗಳು ದಾಖಲಾಗಿವೆ. 2012–2013ರಲ್ಲಿ ವೇಣೂರು ಪೊಲೀಸ್ ಠಾಣಾ ವ್ಯಾಪ್ತಿಯ ಭಾಗದಲ್ಲಿ ಸ್ಫೋಟಕ ಇರಿಸಿದ ಹಾಗೂ ವಾಹನಗಳಿಗೆ ಬೆಂಕಿ ಹಚ್ಚಿದ ಪ್ರಕರಣ ದಾಖಲಾಗಿತ್ತು.: [691, 1117, 859, 1232]
- brief2-body: [43, 979, 317, 1244]
- story2-col2-text: ಪೊಲೀಸ್ ವರಿಷ್ಠಾಧಿಕಾರಿಗಳು ಕಾಂಗ್ರೆಸ್ ಮುಖಂಡರ ಮಾತಿನಂತೆ ನಡೆಯುತ್ತಿದ್ದಾರೆ. ಇದರಿಂದ ಜಿಲ್ಲೆಯಲ್ಲಿ ಕಾನೂನು ಸುವ್ಯವಸ್ಥೆ ಹದಗೆಟ್ಟಿದೆ. ವಿನಯ್ ಸಾವಿಗೆ ಕಾರಣರಾದವರ ವಿರುದ್ಧ ಕಠಿಣ ಕ್ರಮ ಕೈಗೊಳ್ಳಬೇಕು ಎಂದು ಒತ್ತಾಯಿಸಿದರು. ಗೋಷ್ಠಿಯಲ್ಲಿ ಮಡಿಕೇರಿ ನಗರ ಸಭೆ ಸದಸ್ಯರು, ಬಿಜೆಪಿ ಪದಾಧಿಕಾರಿಗಳು ಹಾಗೂ ಕಾರ್ಯಕರ್ತರು ಹಾಜರಿದ್ದರು.: [1258, 229, 1503, 328]
- story3-tag2: ಸರ್ವಮೂಲ ಪಾರಾಯಣ: [523, 1718, 700, 1747]
- lead-col3-text: ನ್ಯಾಯಾಲಯಕ್ಕೆ ತನಿಖೆ ಇದ್ದುದರಿಂದ ಹೆಚ್ಚಿನ ಕಸ್ಟಡಿಗೆ ಮನವಿ ಮಾಡಲಾಗಿತ್ತು. ಕೇರಳ ಪೊಲೀಸರು ಬಿಗಿ ಭದ್ರತೆಯಲ್ಲಿ ಬೆಳ್ತಂಗಡಿ ನ್ಯಾಯಾಲಯಕ್ಕೆ ಇಬ್ಬರು ನಕ್ಸಲ್ ನಾಯಕರನ್ನು ಹಾಜರುಪಡಿಸಿದರು. ಪೊಲೀಸ್ ಪರ ವಕೀಲರು ವಾದ ಮಂಡಿಸಿದರು.: [872, 1090, 1041, 1189]
- meeting-photo: [554, 1980, 974, 2197]
